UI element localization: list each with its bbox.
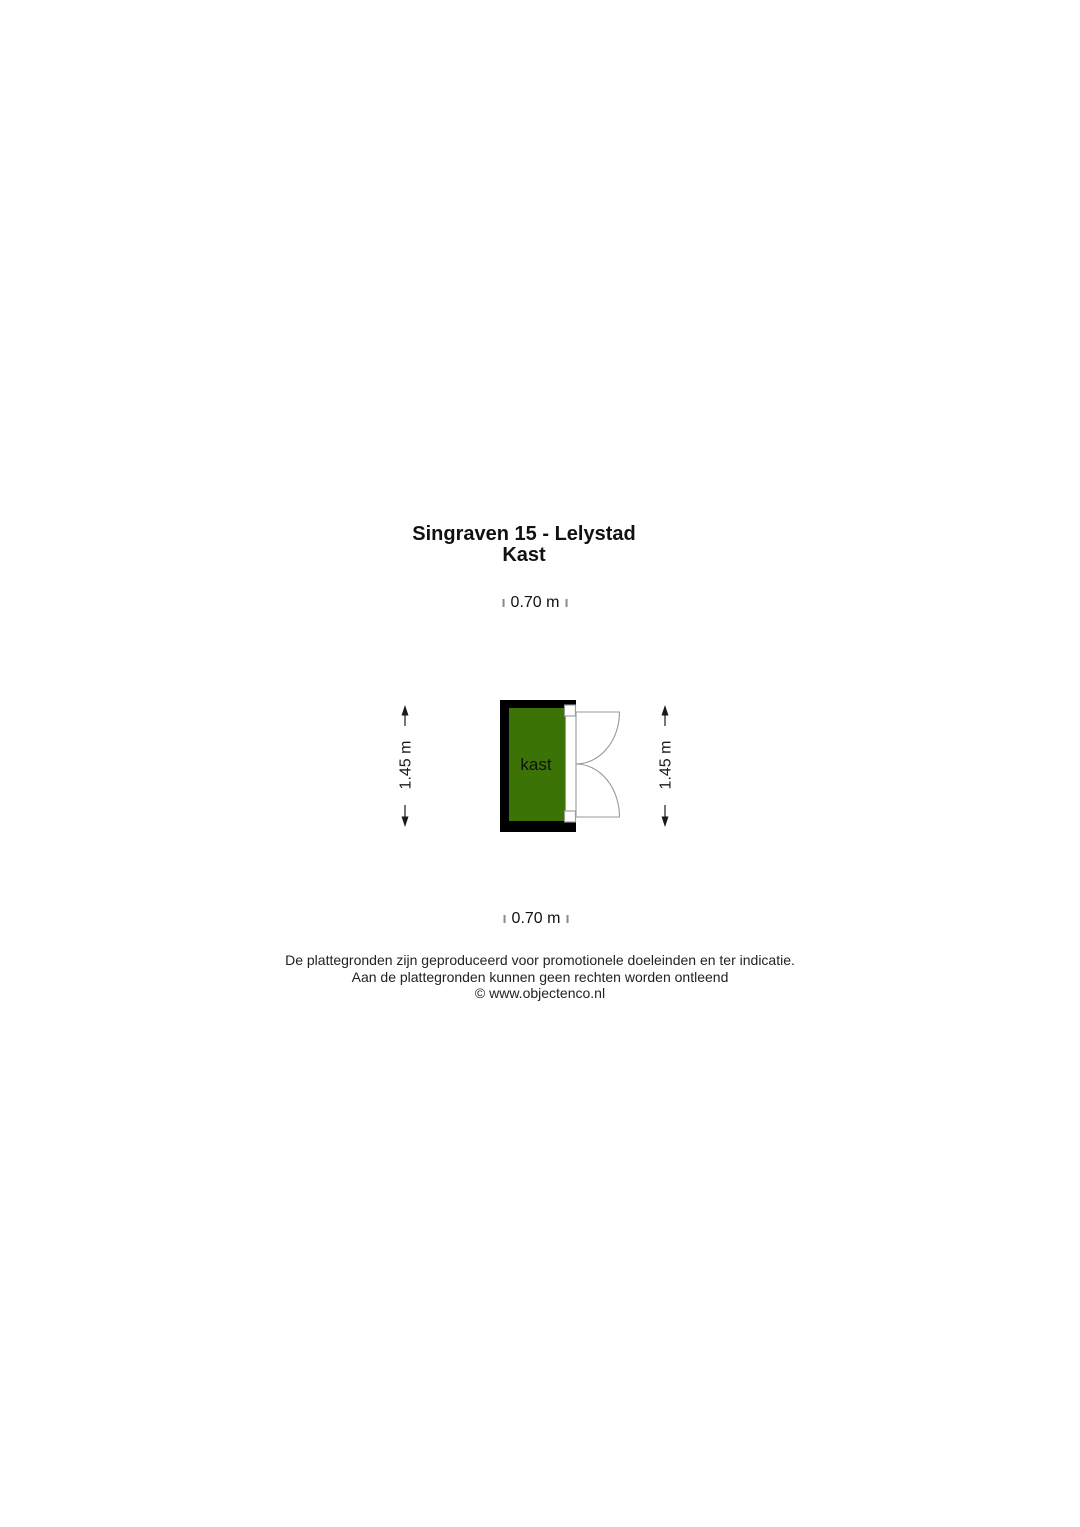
dimension-tick-right bbox=[565, 599, 567, 607]
dimension-width-top-label: 0.70 m bbox=[510, 594, 560, 611]
page-title: Singraven 15 - Lelystad bbox=[412, 523, 636, 545]
arrow-down-icon bbox=[402, 817, 409, 828]
dimension-width-bottom bbox=[504, 910, 569, 928]
dimension-tick-left bbox=[504, 915, 506, 923]
title-block bbox=[412, 524, 635, 566]
double-door bbox=[565, 705, 620, 822]
door-leaf-bottom bbox=[576, 764, 620, 817]
floorplan-drawing bbox=[380, 688, 700, 850]
dimension-height-right-label: 1.45 m bbox=[657, 740, 675, 790]
door-jamb bbox=[566, 712, 577, 817]
door-frame-block-top bbox=[565, 705, 576, 716]
room-label: kast bbox=[520, 755, 552, 774]
disclaimer-footer bbox=[285, 952, 795, 1002]
page-subtitle: Kast bbox=[502, 544, 546, 566]
door-leaf-top bbox=[576, 712, 620, 764]
dimension-width-top bbox=[503, 594, 568, 612]
disclaimer-line-1: De plattegronden zijn geproduceerd voor promotionele doeleinden en ter indicatie. bbox=[285, 952, 795, 968]
dimension-height-left-label: 1.45 m bbox=[397, 740, 415, 790]
dimension-width-bottom-label: 0.70 m bbox=[511, 910, 561, 927]
copyright-line: © www.objectenco.nl bbox=[474, 985, 606, 1001]
dimension-height-left bbox=[395, 705, 415, 827]
arrow-up-icon bbox=[402, 705, 409, 716]
dimension-tick-left bbox=[503, 599, 505, 607]
disclaimer-line-2: Aan de plattegronden kunnen geen rechten worden ontleend bbox=[351, 968, 729, 985]
dimension-tick-right bbox=[566, 915, 568, 923]
arrow-up-icon bbox=[662, 705, 669, 716]
arrow-down-icon bbox=[662, 817, 669, 828]
door-frame-block-bottom bbox=[565, 811, 576, 822]
dimension-height-right bbox=[655, 705, 675, 827]
